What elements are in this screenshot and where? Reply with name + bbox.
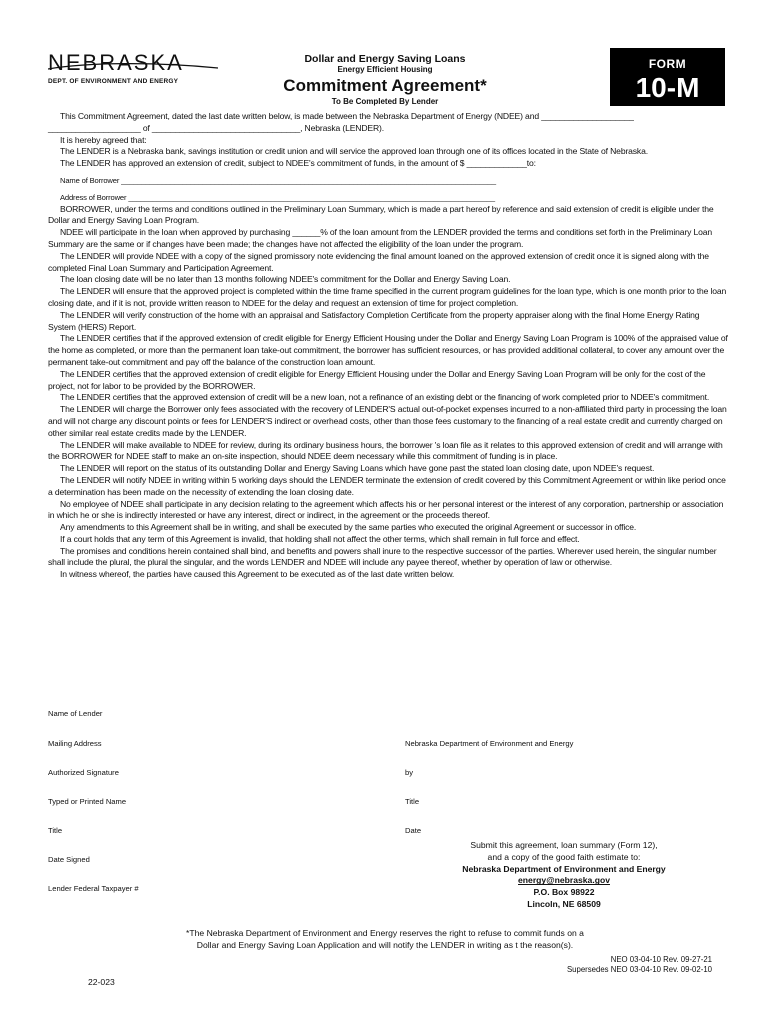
agreement-paragraph: The LENDER certifies that if the approved extension of credit eligible for Energy Efficient Housing under the Dollar and Energy Saving Loan Program is 100% of the appraised value of the home as completed, or more than the permanent loan take-out commitment, the borrower has sufficient resources, or has provided additional collateral, to cover any amount over the permanent take-out commitment and pay off the balance of the construction loan amount. [48, 333, 728, 367]
footnote [160, 928, 610, 952]
form-subtitle: To Be Completed By Lender [331, 97, 439, 106]
agreement-paragraph: This Commitment Agreement, dated the last date written below, is made between the Nebraska Department of Energy (NDEE) and ____________________ [60, 111, 634, 121]
footnote-line-1: *The Nebraska Department of Environment and Energy reserves the right to refuse to commit funds on a [186, 928, 584, 938]
title-right-label: Title [405, 797, 420, 806]
agreement-paragraph: If a court holds that any term of this Agreement is invalid, that holding shall not affect the other terms, which shall remain in full force and effect. [60, 533, 580, 544]
agreement-paragraph: The LENDER will ensure that the approved project is completed within the time frame specified in the current program guidelines for the loan type, which is one month prior to the loan closing date, and if it is not, provide written reason to NDEE for the delay and request an extension of time for project completion. [48, 286, 727, 308]
footnote-line-2: Dollar and Energy Saving Loan Application and will notify the LENDER in writing as t the reason(s). [196, 939, 574, 950]
revision-line-2: Supersedes NEO 03-04-10 Rev. 09-02-10 [566, 965, 712, 974]
date-signed-label: Date Signed [48, 855, 90, 864]
form-code: 22-023 [88, 977, 115, 987]
mailing-address-label: Mailing Address [48, 739, 102, 748]
agreement-paragraph: The LENDER will provide NDEE with a copy of the signed promissory note evidencing the final amount loaned on the approved extension of credit once it is signed along with the completed Final Loan Summary and Participation Agreement. [48, 250, 709, 273]
submit-po-box: P.O. Box 98922 [533, 887, 595, 898]
agreement-paragraph: BORROWER, under the terms and conditions outlined in the Preliminary Loan Summary, which is made a part hereof by reference and said extension of credit is eligible under the Dollar and Energy Saving Loan Program. [48, 203, 714, 226]
program-name: Dollar and Energy Saving Loans [304, 53, 466, 65]
logo-swoosh-icon [48, 60, 218, 74]
agreement-paragraph: Address of Borrower __________________________________________________________________________________________ [60, 192, 495, 202]
agreement-paragraph: The LENDER will make available to NDEE for review, during its ordinary business hours, the borrower 's loan file as it relates to this approved extension of credit and will arrange with the BORROWER for NDEE staff to make an on-site inspection, should NDEE deem necessary while this commitment of funding is in place. [48, 439, 723, 462]
agreement-paragraph: The LENDER certifies that the approved extension of credit eligible for Energy Efficient Housing under the Dollar and Energy Saving Loan Program will be only for the cost of the project, not for labor to be provided by the BORROWER. [48, 368, 706, 391]
submit-city: Lincoln, NE 68509 [527, 898, 601, 909]
revision-info [520, 955, 712, 975]
form-number-box [610, 48, 725, 106]
agreement-paragraph: The LENDER is a Nebraska bank, savings institution or credit union and will service the approved loan through one of its offices located in the State of Nebraska. [60, 146, 648, 157]
agreement-paragraph: Any amendments to this Agreement shall be in writing, and shall be executed by the same parties who executed the original Agreement or successor in office. [60, 522, 637, 533]
agreement-paragraph: The LENDER will charge the Borrower only fees associated with the recovery of LENDER'S actual out-of-pocket expenses incurred to a non-affiliated third party in processing the loan and will not charge any discount points or fees for LENDER'S indirect or overhead costs, other than those fees customary to the financing of a real estate credit and currently charged on other similar real estate credits made by the LENDER. [48, 404, 727, 438]
submit-email-link[interactable]: energy@nebraska.gov [518, 875, 610, 886]
date-right-label: Date [405, 826, 422, 835]
logo-subtitle: DEPT. OF ENVIRONMENT AND ENERGY [48, 78, 179, 85]
agreement-paragraph: The promises and conditions herein contained shall bind, and benefits and powers shall inure to the respective successor of the parties. Wherever used herein, the singular number shall include the plural, the plural the singular, and the words LENDER and NDEE will include any payee thereof, whether by operation of law or otherwise. [48, 545, 717, 568]
submit-org: Nebraska Department of Environment and Energy [462, 863, 666, 874]
agreement-paragraph: The loan closing date will be no later than 13 months following NDEE's commitment for the Dollar and Energy Saving Loan. [60, 274, 511, 285]
agreement-paragraph: The LENDER will report on the status of its outstanding Dollar and Energy Saving Loans which have gone past the stated loan closing date, upon NDEE's request. [60, 463, 655, 474]
agreement-paragraph: ____________________ of ________________________________, Nebraska (LENDER). [48, 122, 384, 133]
agreement-paragraph: It is hereby agreed that: [60, 134, 147, 145]
agreement-paragraph: No employee of NDEE shall participate in any decision relating to the agreement which affects his or her personal interest or the interest of any corporation, partnership or association in which he or she is indirectly interested or have any interest, direct or indirect, in the agreement or the proceeds thereof. [48, 498, 724, 521]
by-label: by [405, 768, 414, 777]
title-left-label: Title [48, 826, 63, 835]
agreement-paragraph: The LENDER certifies that the approved extension of credit will be a new loan, not a refinance of an existing debt or the financing of work completed prior to NDEE's commitment. [60, 392, 710, 403]
taxpayer-label: Lender Federal Taxpayer # [48, 884, 139, 893]
submit-instructions [418, 840, 710, 911]
name-of-lender-label: Name of Lender [48, 709, 103, 718]
logo-wordmark: NEBRASKA [48, 50, 184, 75]
program-subname: Energy Efficient Housing [337, 65, 433, 74]
agreement-paragraph: The LENDER will notify NDEE in writing within 5 working days should the LENDER terminate the extension of credit covered by this Commitment Agreement or within like period once a determination has been made on the necessity of extending the loan closing date. [48, 474, 726, 497]
agreement-paragraph: In witness whereof, the parties have caused this Agreement to be executed as of the last date written below. [60, 569, 455, 580]
authorized-signature-label: Authorized Signature [48, 768, 119, 777]
agreement-paragraph: The LENDER has approved an extension of credit, subject to NDEE's commitment of funds, in the amount of $ _____________to: [60, 158, 536, 169]
submit-line-2: and a copy of the good faith estimate to: [487, 851, 641, 862]
revision-line-1: NEO 03-04-10 Rev. 09-27-21 [610, 955, 712, 964]
form-title: Commitment Agreement* [283, 76, 487, 95]
form-header [252, 53, 518, 107]
nebraska-logo [48, 52, 218, 85]
agreement-paragraph: NDEE will participate in the loan when approved by purchasing ______% of the loan amount from the LENDER provided the terms and conditions set forth in the Preliminary Loan Summary are the same or if changes have been made; the changes have not affected the eligibility of the loan under the program. [48, 227, 713, 249]
submit-line-1: Submit this agreement, loan summary (Form 12), [470, 840, 658, 850]
agreement-paragraph: The LENDER will verify construction of the home with an appraisal and Satisfactory Completion Certificate from the property appraiser along with the final Home Energy Rating System (HERS) Report. [48, 309, 700, 332]
agency-name: Nebraska Department of Environment and Energy [405, 739, 574, 748]
agreement-body [48, 111, 728, 581]
typed-name-label: Typed or Printed Name [48, 797, 127, 806]
form-label: FORM [648, 57, 687, 71]
form-number: 10-M [635, 72, 700, 103]
agreement-paragraph: Name of Borrower ____________________________________________________________________________________________ [60, 175, 496, 185]
